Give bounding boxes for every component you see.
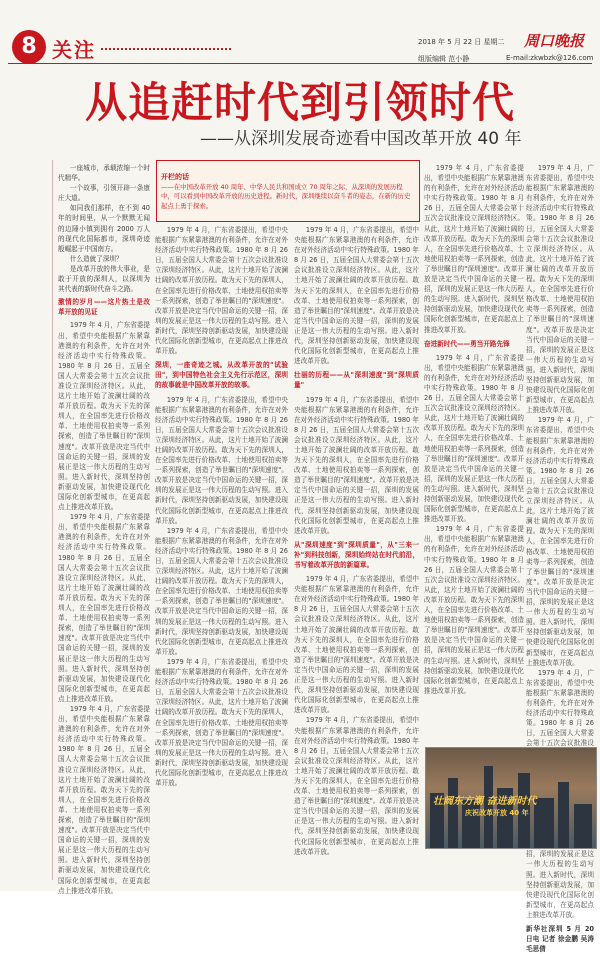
issue-date: 2018 年 5 月 22 日 星期二 bbox=[418, 38, 505, 46]
body-paragraph: 1979 年 4 月，广东省委提出，希望中央能根据广东紧靠港澳的有利条件，允许在对外经济活动中实行特殊政策。1980 年 8 月 26 日，五届全国人大常委会第十五次会议批准设立深圳经济特区。从此，这片土地开始了波澜壮阔的改革开放历程。敢为天下先的深圳人，在全国率先进行价格改革、土地使用权拍卖等一系列探索，创造了举世瞩目的"深圳速度"。改革开放是决定当代中国命运的关键一招，深圳的发展正是这一伟大历程的生动写照。进入新时代，深圳坚持创新驱动发展，加快建设现代化国际化创新型城市，在更高起点上推进改革开放。 bbox=[58, 704, 150, 895]
layout-editor: 组版编辑 范小静 bbox=[418, 55, 470, 63]
body-paragraph: 1979 年 4 月，广东省委提出，希望中央能根据广东紧靠港澳的有利条件，允许在对外经济活动中实行特殊政策。1980 年 8 月 26 日，五届全国人大常委会第十五次会议批准设立深圳经济特区。从此，这片土地开始了波澜壮阔的改革开放历程。敢为天下先的深圳人，在全国率先进行价格改革、土地使用权拍卖等一系列探索，创造了举世瞩目的"深圳速度"。改革开放是决定当代中国命运的关键一招，深圳的发展正是这一伟大历程的生动写照。进入新时代，深圳坚持创新驱动发展，加快建设现代化国际化创新型城市，在更高起点上推进改革开放。 bbox=[424, 353, 524, 524]
body-paragraph: 1979 年 4 月，广东省委提出，希望中央能根据广东紧靠港澳的有利条件，允许在对外经济活动中实行特殊政策。1980 年 8 月 26 日，五届全国人大常委会第十五次会议批准设立深圳经济特区。从此，这片土地开始了波澜壮阔的改革开放历程。敢为天下先的深圳人，在全国率先进行价格改革、土地使用权拍卖等一系列探索，创造了举世瞩目的"深圳速度"。改革开放是决定当代中国命运的关键一招，深圳的发展正是这一伟大历程的生动写照。进入新时代，深圳坚持创新驱动发展，加快建设现代化国际化创新型城市，在更高起点上推进改革开放。 bbox=[155, 657, 288, 788]
body-paragraph: 1979 年 4 月，广东省委提出，希望中央能根据广东紧靠港澳的有利条件，允许在对外经济活动中实行特殊政策。1980 年 8 月 26 日，五届全国人大常委会第十五次会议批准设立深圳经济特区。从此，这片土地开始了波澜壮阔的改革开放历程。敢为天下先的深圳人，在全国率先进行价格改革、土地使用权拍卖等一系列探索，创造了举世瞩目的"深圳速度"。改革开放是决定当代中国命运的关键一招，深圳的发展正是这一伟大历程的生动写照。进入新时代，深圳坚持创新驱动发展，加快建设现代化国际化创新型城市，在更高起点上推进改革开放。 bbox=[424, 525, 524, 695]
body-paragraph: 1979 年 4 月，广东省委提出，希望中央能根据广东紧靠港澳的有利条件，允许在对外经济活动中实行特殊政策。1980 年 8 月 26 日，五届全国人大常委会第十五次会议批准设立深圳经济特区。从此，这片土地开始了波澜壮阔的改革开放历程。敢为天下先的深圳人，在全国率先进行价格改革、土地使用权拍卖等一系列探索，创造了举世瞩目的"深圳速度"。改革开放是决定当代中国命运的关键一招，深圳的发展正是这一伟大历程的生动写照。进入新时代，深圳坚持创新驱动发展，加快建设现代化国际化创新型城市，在更高起点上推进改革开放。 bbox=[294, 575, 419, 715]
section-title: 关注 bbox=[52, 38, 96, 62]
photo-sub-banner: 庆祝改革开放 40 年 bbox=[465, 809, 529, 817]
intro-paragraph: 如同我们那样，在不到 40 年的时间里，从一个默默无闻的边陲小镇到拥有 2000 万人的现代化国际都市，深圳奇迹般崛起于中国南方。 bbox=[58, 204, 150, 253]
body-paragraph: 1979 年 4 月，广东省委提出，希望中央能根据广东紧靠港澳的有利条件，允许在对外经济活动中实行特殊政策。1980 年 8 月 26 日，五届全国人大常委会第十五次会议批准设立深圳经济特区。从此，这片土地开始了波澜壮阔的改革开放历程。敢为天下先的深圳人，在全国率先进行价格改革、土地使用权拍卖等一系列探索，创造了举世瞩目的"深圳速度"。改革开放是决定当代中国命运的关键一招，深圳的发展正是这一伟大历程的生动写照。进入新时代，深圳坚持创新驱动发展，加快建设现代化国际化创新型城市，在更高起点上推进改革开放。 bbox=[526, 416, 594, 667]
body-paragraph: 1979 年 4 月，广东省委提出，希望中央能根据广东紧靠港澳的有利条件，允许在对外经济活动中实行特殊政策。1980 年 8 月 26 日，五届全国人大常委会第十五次会议批准设立深圳经济特区。从此，这片土地开始了波澜壮阔的改革开放历程。敢为天下先的深圳人，在全国率先进行价格改革、土地使用权拍卖等一系列探索，创造了举世瞩目的"深圳速度"。改革开放是决定当代中国命运的关键一招，深圳的发展正是这一伟大历程的生动写照。进入新时代，深圳坚持创新驱动发展，加快建设现代化国际化创新型城市，在更高起点上推进改革开放。 bbox=[424, 164, 524, 334]
page-header bbox=[6, 6, 594, 66]
body-paragraph: 1979 年 4 月，广东省委提出，希望中央能根据广东紧靠港澳的有利条件，允许在对外经济活动中实行特殊政策。1980 年 8 月 26 日，五届全国人大常委会第十五次会议批准设立深圳经济特区。从此，这片土地开始了波澜壮阔的改革开放历程。敢为天下先的深圳人，在全国率先进行价格改革、土地使用权拍卖等一系列探索，创造了举世瞩目的"深圳速度"。改革开放是决定当代中国命运的关键一招，深圳的发展正是这一伟大历程的生动写照。进入新时代，深圳坚持创新驱动发展，加快建设现代化国际化创新型城市，在更高起点上推进改革开放。 bbox=[155, 395, 288, 525]
headline: 从追赶时代到引领时代 bbox=[84, 78, 515, 127]
photo-building bbox=[574, 804, 592, 848]
body-paragraph: 1979 年 4 月，广东省委提出，希望中央能根据广东紧靠港澳的有利条件，允许在对外经济活动中实行特殊政策。1980 年 8 月 26 日，五届全国人大常委会第十五次会议批准设立深圳经济特区。从此，这片土地开始了波澜壮阔的改革开放历程。敢为天下先的深圳人，在全国率先进行价格改革、土地使用权拍卖等一系列探索，创造了举世瞩目的"深圳速度"。改革开放是决定当代中国命运的关键一招，深圳的发展正是这一伟大历程的生动写照。进入新时代，深圳坚持创新驱动发展，加快建设现代化国际化创新型城市，在更高起点上推进改革开放。 bbox=[155, 226, 288, 356]
body-paragraph: 1979 年 4 月，广东省委提出，希望中央能根据广东紧靠港澳的有利条件，允许在对外经济活动中实行特殊政策。1980 年 8 月 26 日，五届全国人大常委会第十五次会议批准设立深圳经济特区。从此，这片土地开始了波澜壮阔的改革开放历程。敢为天下先的深圳人，在全国率先进行价格改革、土地使用权拍卖等一系列探索，创造了举世瞩目的"深圳速度"。改革开放是决定当代中国命运的关键一招，深圳的发展正是这一伟大历程的生动写照。进入新时代，深圳坚持创新驱动发展，加快建设现代化国际化创新型城市，在更高起点上推进改革开放。 bbox=[155, 526, 288, 656]
section-head-1: 激情的岁月——这片热土是改革开放的见证 bbox=[58, 298, 150, 317]
article-column-1 bbox=[58, 163, 150, 895]
editor-note-title: 开栏的话 bbox=[161, 173, 189, 181]
body-paragraph: 1979 年 4 月，广东省委提出，希望中央能根据广东紧靠港澳的有利条件，允许在对外经济活动中实行特殊政策。1980 年 8 月 26 日，五届全国人大常委会第十五次会议批准设立深圳经济特区。从此，这片土地开始了波澜壮阔的改革开放历程。敢为天下先的深圳人，在全国率先进行价格改革、土地使用权拍卖等一系列探索，创造了举世瞩目的"深圳速度"。改革开放是决定当代中国命运的关键一招，深圳的发展正是这一伟大历程的生动写照。进入新时代，深圳坚持创新驱动发展，加快建设现代化国际化创新型城市，在更高起点上推进改革开放。 bbox=[58, 321, 150, 512]
intro-paragraph: 是改革开放的伟大事业，是敢于开放的深圳人，以深圳为其代表的新时代奋斗之路。 bbox=[58, 264, 150, 294]
photo-building bbox=[558, 782, 569, 848]
intro-paragraph: 一座城市，承载浓缩一个时代精华。 bbox=[58, 164, 150, 183]
pullquote: 深圳，一座奇迹之城。从改革开放的"试验田"，到中国特色社会主义先行示范区，深圳的故事就是中国改革开放的故事。 bbox=[155, 361, 288, 390]
header-rule bbox=[8, 63, 592, 64]
pullquote: 从"深圳速度"到"深圳质量"，从"三来一补"到科技创新，深圳始终站在时代前沿，书写着改革开放的新篇章。 bbox=[294, 540, 419, 569]
header-dotted-divider bbox=[101, 48, 231, 50]
page-number-badge: 8 bbox=[12, 30, 46, 64]
photo-building bbox=[484, 766, 493, 848]
intro-paragraph: 一个故事，引领开辟一条康庄大道。 bbox=[58, 184, 150, 203]
article-column-3 bbox=[294, 225, 419, 883]
body-paragraph: 1979 年 4 月，广东省委提出，希望中央能根据广东紧靠港澳的有利条件，允许在对外经济活动中实行特殊政策。1980 年 8 月 26 日，五届全国人大常委会第十五次会议批准设立深圳经济特区。从此，这片土地开始了波澜壮阔的改革开放历程。敢为天下先的深圳人，在全国率先进行价格改革、土地使用权拍卖等一系列探索，创造了举世瞩目的"深圳速度"。改革开放是决定当代中国命运的关键一招，深圳的发展正是这一伟大历程的生动写照。进入新时代，深圳坚持创新驱动发展，加快建设现代化国际化创新型城市，在更高起点上推进改革开放。 bbox=[294, 395, 419, 535]
margin-divider bbox=[52, 160, 53, 880]
body-paragraph: 1979 年 4 月，广东省委提出，希望中央能根据广东紧靠港澳的有利条件，允许在对外经济活动中实行特殊政策。1980 年 8 月 26 日，五届全国人大常委会第十五次会议批准设立深圳经济特区。从此，这片土地开始了波澜壮阔的改革开放历程。敢为天下先的深圳人，在全国率先进行价格改革、土地使用权拍卖等一系列探索，创造了举世瞩目的"深圳速度"。改革开放是决定当代中国命运的关键一招，深圳的发展正是这一伟大历程的生动写照。进入新时代，深圳坚持创新驱动发展，加快建设现代化国际化创新型城市，在更高起点上推进改革开放。 bbox=[58, 513, 150, 703]
body-paragraph: 1979 年 4 月，广东省委提出，希望中央能根据广东紧靠港澳的有利条件，允许在对外经济活动中实行特殊政策。1980 年 8 月 26 日，五届全国人大常委会第十五次会议批准设立深圳经济特区。从此，这片土地开始了波澜壮阔的改革开放历程。敢为天下先的深圳人，在全国率先进行价格改革、土地使用权拍卖等一系列探索，创造了举世瞩目的"深圳速度"。改革开放是决定当代中国命运的关键一招，深圳的发展正是这一伟大历程的生动写照。进入新时代，深圳坚持创新驱动发展，加快建设现代化国际化创新型城市，在更高起点上推进改革开放。 bbox=[526, 164, 594, 415]
subheadline: ——从深圳发展奇迹看中国改革开放 40 年 bbox=[200, 129, 522, 149]
section-head-2: 壮丽的历程——从"深圳速度"到"深圳质量" bbox=[294, 371, 419, 390]
photo-building bbox=[534, 798, 554, 848]
photo-banner: 壮阔东方潮 奋进新时代 bbox=[433, 796, 537, 807]
editor-note-text: ——在中国改革开放 40 周年、中华人民共和国成立 70 周年之际，从深圳的发展历程中，可以看到中国改革开放的历史进程。新时代，深圳继续以奋斗者的姿态，在新的历史起点上勇于探索。 bbox=[161, 183, 411, 210]
byline: 新华社深圳 5 月 20 日电 记者 徐金鹏 吴涛 毛思倩 bbox=[526, 925, 594, 954]
article-column-2 bbox=[155, 225, 288, 883]
intro-paragraph: 什么造就了深圳？ bbox=[69, 254, 123, 263]
body-paragraph: 1979 年 4 月，广东省委提出，希望中央能根据广东紧靠港澳的有利条件，允许在对外经济活动中实行特殊政策。1980 年 8 月 26 日，五届全国人大常委会第十五次会议批准设立深圳经济特区。从此，这片土地开始了波澜壮阔的改革开放历程。敢为天下先的深圳人，在全国率先进行价格改革、土地使用权拍卖等一系列探索，创造了举世瞩目的"深圳速度"。改革开放是决定当代中国命运的关键一招，深圳的发展正是这一伟大历程的生动写照。进入新时代，深圳坚持创新驱动发展，加快建设现代化国际化创新型城市，在更高起点上推进改革开放。 bbox=[294, 716, 419, 856]
section-head-3: 奋进新时代——勇当开路先锋 bbox=[424, 339, 510, 348]
contact-email: E-mail:zkwbzk@126.com bbox=[506, 54, 594, 62]
newspaper-logo: 周口晚报 bbox=[524, 32, 585, 50]
editor-note-box bbox=[156, 160, 420, 222]
photo-building bbox=[448, 778, 458, 848]
body-paragraph: 1979 年 4 月，广东省委提出，希望中央能根据广东紧靠港澳的有利条件，允许在对外经济活动中实行特殊政策。1980 年 8 月 26 日，五届全国人大常委会第十五次会议批准设立深圳经济特区。从此，这片土地开始了波澜壮阔的改革开放历程。敢为天下先的深圳人，在全国率先进行价格改革、土地使用权拍卖等一系列探索，创造了举世瞩目的"深圳速度"。改革开放是决定当代中国命运的关键一招，深圳的发展正是这一伟大历程的生动写照。进入新时代，深圳坚持创新驱动发展，加快建设现代化国际化创新型城市，在更高起点上推进改革开放。 bbox=[294, 226, 419, 366]
body-paragraph: 1979 年 4 月，广东省委提出，希望中央能根据广东紧靠港澳的有利条件，允许在对外经济活动中实行特殊政策。1980 年 8 月 26 日，五届全国人大常委会第十五次会议批准设 招，深圳的发展正是这一伟大历程的生动写照。进入新时代，深圳坚持创新驱动发展，加快建设现代化国际化创新型城市，在更高起点上推进改革开放。 bbox=[526, 668, 594, 919]
left-margin bbox=[6, 160, 52, 880]
